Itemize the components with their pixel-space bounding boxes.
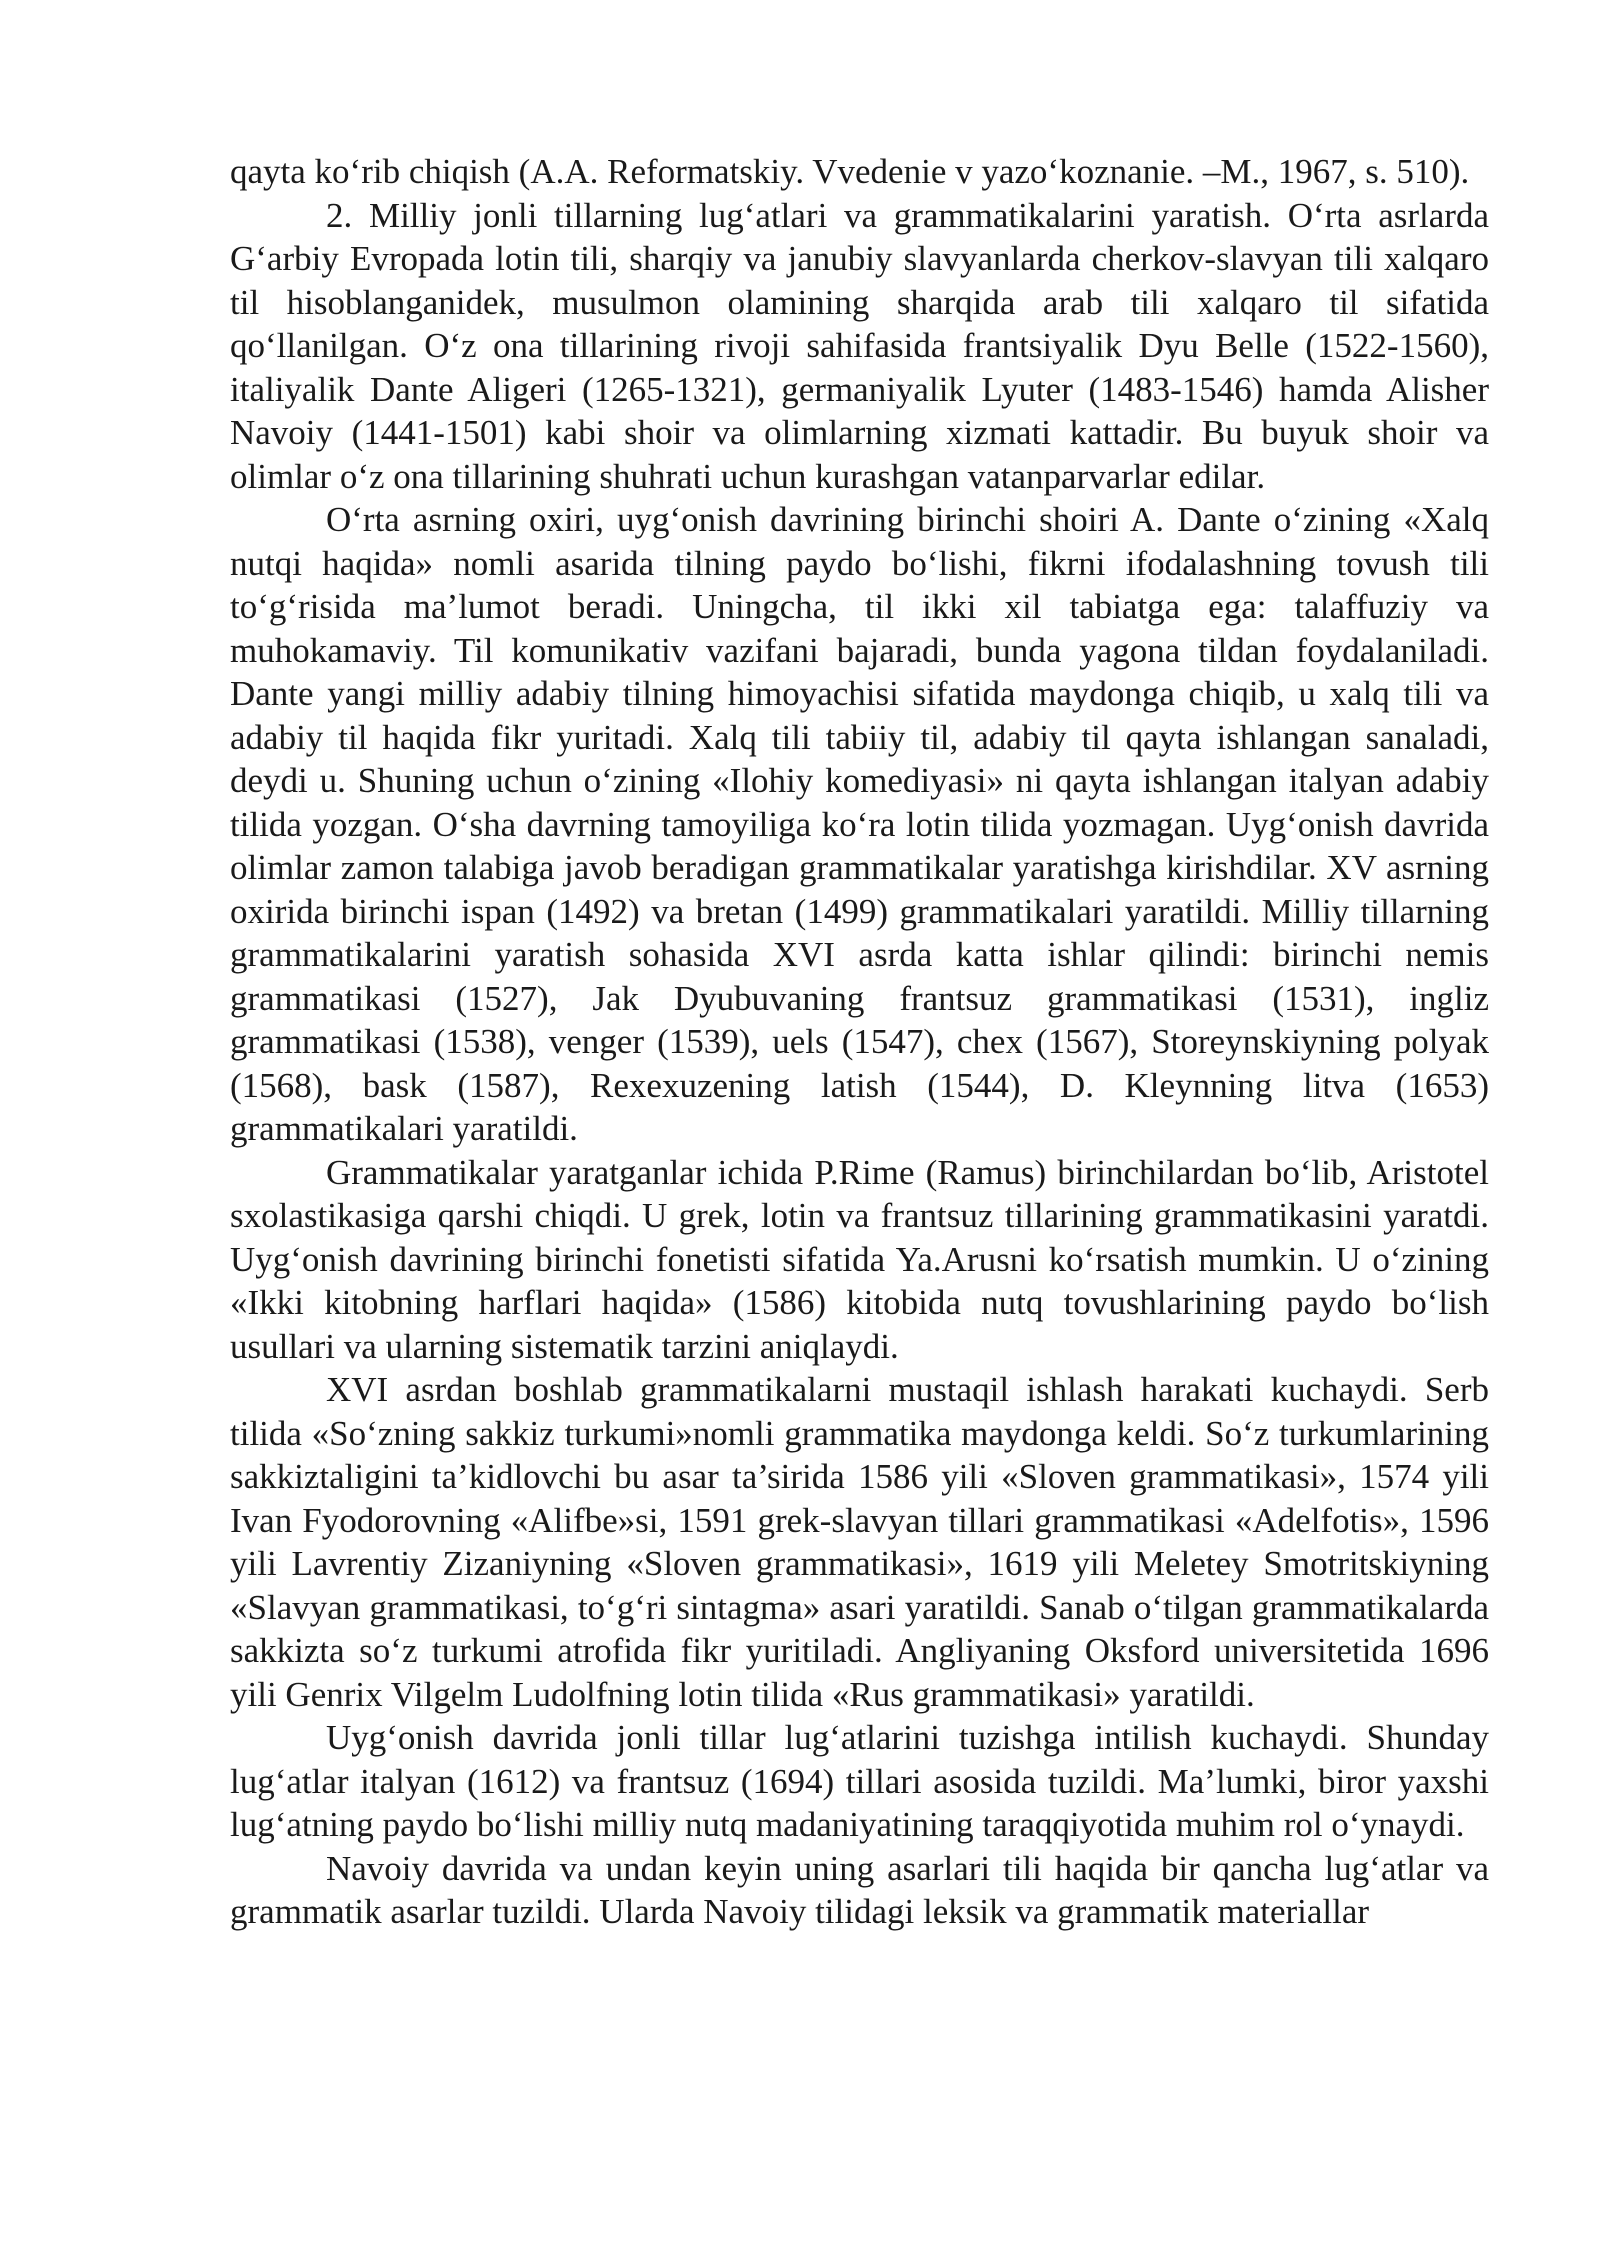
paragraph-national-dictionaries: 2. Milliy jonli tillarning lug‘atlari va grammatikalarini yaratish. O‘rta asrlarda G‘arbiy Evropada lotin tili, sharqiy va janubiy slavyanlarda cherkov-slavyan tili xalqaro til hisoblanganidek, musulmon olamining sharqida arab tili xalqaro til sifatida qo‘llanilgan. O‘z ona tillarining rivoji sahifasida frantsiyalik Dyu Belle (1522-1560), italiyalik Dante Aligeri (1265-1321), germaniyalik Lyuter (1483-1546) hamda Alisher Navoiy (1441-1501) kabi shoir va olimlarning xizmati kattadir. Bu buyuk shoir va olimlar o‘z ona tillarining shuhrati uchun kurashgan vatanparvarlar edilar. <box>230 195 1489 496</box>
paragraph-dante: O‘rta asrning oxiri, uyg‘onish davrining birinchi shoiri A. Dante o‘zining «Xalq nutqi haqida» nomli asarida tilning paydo bo‘lishi, fikrni ifodalashning tovush tili to‘g‘risida ma’lumot beradi. Uningcha, til ikki xil tabiatga ega: talaffuziy va muhokamaviy. Til komunikativ vazifani bajaradi, bunda yagona tildan foydalaniladi. Dante yangi milliy adabiy tilning himoyachisi sifatida maydonga chiqib, u xalq tili va adabiy til haqida fikr yuritadi. Xalq tili tabiiy til, adabiy til qayta ishlangan sanaladi, deydi u. Shuning uchun o‘zining «Ilohiy komediyasi» ni qayta ishlangan italyan adabiy tilida yozgan. O‘sha davrning tamoyiliga ko‘ra lotin tilida yozmagan. Uyg‘onish davrida olimlar zamon talabiga javob beradigan grammatikalar yaratishga kirishdilar. XV asrning oxirida birinchi ispan (1492) va bretan (1499) grammatikalari yaratildi. Milliy tillarning grammatikalarini yaratish sohasida XVI asrda katta ishlar qilindi: birinchi nemis grammatikasi (1527), Jak Dyubuvaning frantsuz grammatikasi (1531), ingliz grammatikasi (1538), venger (1539), uels (1547), chex (1567), Storeynskiyning polyak (1568), bask (1587), Rexexuzening latish (1544), D. Kleynning litva (1653) grammatikalari yaratildi. <box>230 500 1489 1148</box>
paragraph-dictionaries: Uyg‘onish davrida jonli tillar lug‘atlarini tuzishga intilish kuchaydi. Shunday lug‘atlar italyan (1612) va frantsuz (1694) tillari asosida tuzildi. Ma’lumki, biror yaxshi lug‘atning paydo bo‘lishi milliy nutq madaniyatining taraqqiyotida muhim rol o‘ynaydi. <box>230 1718 1489 1844</box>
paragraph-xvi-century: XVI asrdan boshlab grammatikalarni mustaqil ishlash harakati kuchaydi. Serb tilida «So‘zning sakkiz turkumi»nomli grammatika maydonga keldi. So‘z turkumlarining sakkiztaligini ta’kidlovchi bu asar ta’sirida 1586 yili «Sloven grammatikasi», 1574 yili Ivan Fyodorovning «Alifbe»si, 1591 grek-slavyan tillari grammatikasi «Adelfotis», 1596 yili Lavrentiy Zizaniyning «Sloven grammatikasi», 1619 yili Meletey Smotritskiyning «Slavyan grammatikasi, to‘g‘ri sintagma» asari yaratildi. Sanab o‘tilgan grammatikalarda sakkizta so‘z turkumi atrofida fikr yuritiladi. Angliyaning Oksford universitetida 1696 yili Genrix Vilgelm Ludolfning lotin tilida «Rus grammatikasi» yaratildi. <box>230 1370 1489 1714</box>
document-page <box>230 150 1489 1934</box>
paragraph-continuation: qayta ko‘rib chiqish (A.A. Reformatskiy. Vvedenie v yazo‘koznanie. –M., 1967, s. 510). <box>230 152 1470 191</box>
paragraph-navoiy: Navoiy davrida va undan keyin uning asarlari tili haqida bir qancha lug‘atlar va grammatik asarlar tuzildi. Ularda Navoiy tilidagi leksik va grammatik materiallar <box>230 1848 1489 1931</box>
paragraph-ramus: Grammatikalar yaratganlar ichida P.Rime (Ramus) birinchilardan bo‘lib, Aristotel sxolastikasiga qarshi chiqdi. U grek, lotin va frantsuz tillarining grammatikasini yaratdi. Uyg‘onish davrining birinchi fonetisti sifatida Ya.Arusni ko‘rsatish mumkin. U o‘zining «Ikki kitobning harflari haqida» (1586) kitobida nutq tovushlarining paydo bo‘lish usullari va ularning sistematik tarzini aniqlaydi. <box>230 1152 1489 1366</box>
